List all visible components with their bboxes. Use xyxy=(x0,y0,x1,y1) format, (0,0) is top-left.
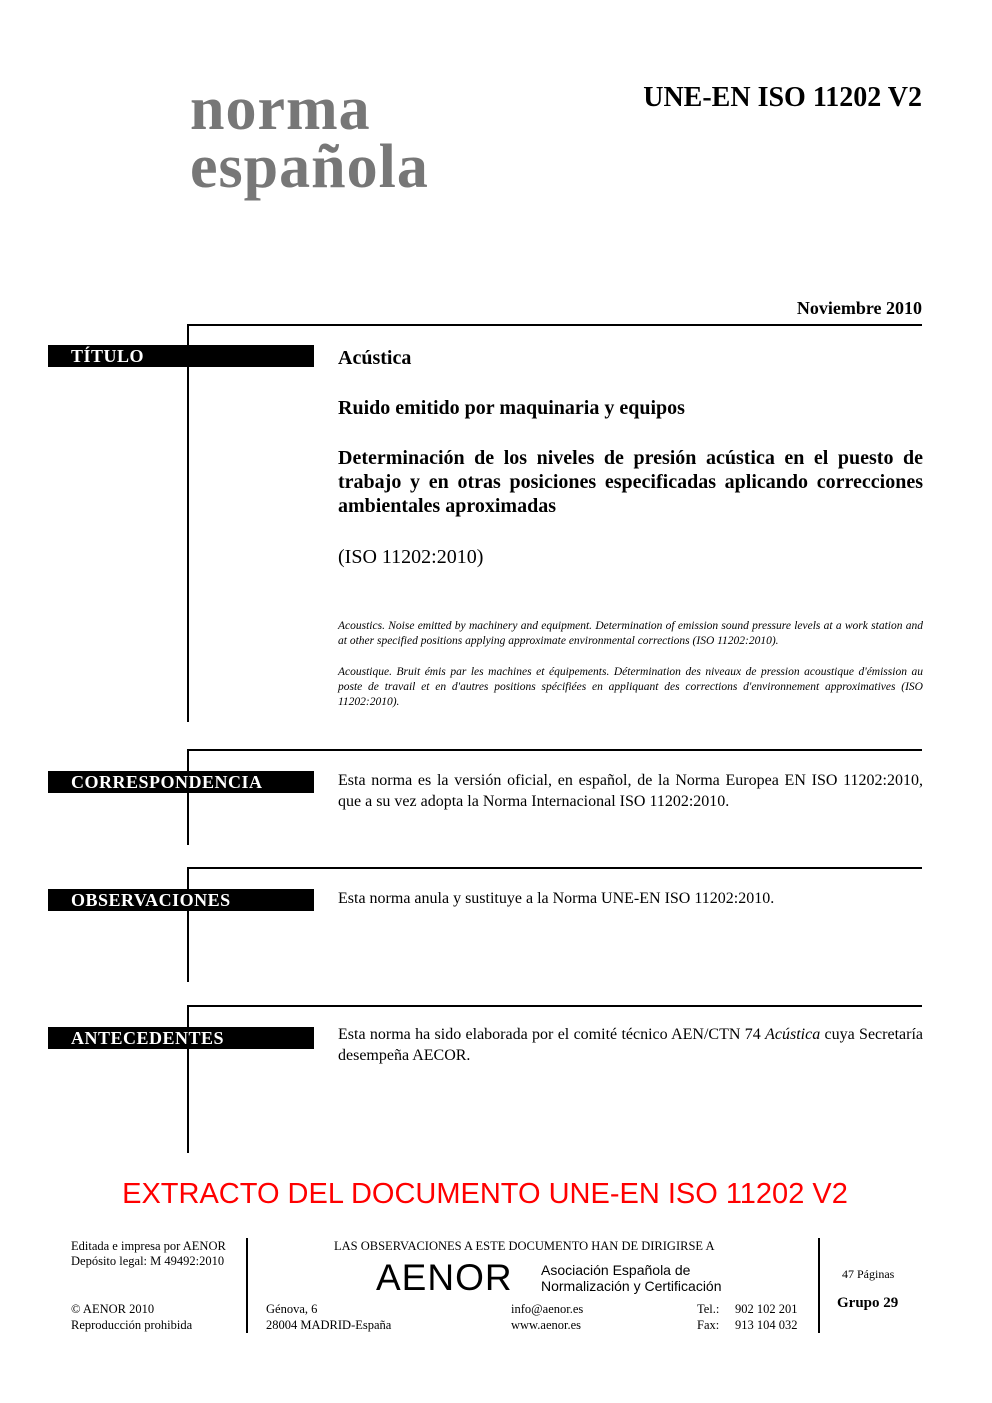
footer-deposit: Depósito legal: M 49492:2010 xyxy=(71,1254,225,1268)
aenor-org-line-2: Normalización y Certificación xyxy=(541,1278,722,1294)
antecedentes-text xyxy=(338,1024,923,1066)
footer-website[interactable]: www.aenor.es xyxy=(511,1318,582,1332)
section-vline-observaciones xyxy=(187,867,189,982)
standard-code: UNE-EN ISO 11202 V2 xyxy=(643,82,922,113)
title-line-2: Ruido emitido por maquinaria y equipos xyxy=(338,397,685,419)
title-line-3: Determinación de los niveles de presión acústica en el puesto de trabajo y en otras posiciones especificadas aplicando correcciones ambientales aproximadas xyxy=(338,447,923,517)
section-vline-titulo xyxy=(187,324,189,722)
brand-line-1: norma xyxy=(190,75,371,143)
section-divider-correspondencia xyxy=(188,749,922,751)
brand-title xyxy=(190,75,429,201)
footer-reproduction: Reproducción prohibida xyxy=(71,1318,193,1332)
footer-address-1: Génova, 6 xyxy=(266,1302,318,1316)
footer-pages: 47 Páginas xyxy=(842,1267,895,1281)
footer-separator-left xyxy=(246,1238,248,1333)
footer-fax-label: Fax: xyxy=(697,1318,720,1332)
footer-observations: LAS OBSERVACIONES A ESTE DOCUMENTO HAN DE DIRIGIRSE A xyxy=(334,1239,715,1253)
footer-group: Grupo 29 xyxy=(837,1295,899,1311)
section-divider-titulo xyxy=(188,324,922,326)
label-antecedentes: ANTECEDENTES xyxy=(48,1027,314,1049)
correspondencia-text: Esta norma es la versión oficial, en español, de la Norma Europea EN ISO 11202:2010, que a su vez adopta la Norma Internacional ISO 11202:2010. xyxy=(338,772,923,810)
label-observaciones: OBSERVACIONES xyxy=(48,889,314,911)
iso-reference: (ISO 11202:2010) xyxy=(338,546,484,568)
aenor-org-line-1: Asociación Española de xyxy=(541,1262,691,1278)
antecedentes-committee: Acústica xyxy=(765,1026,821,1043)
aenor-organization xyxy=(541,1262,722,1294)
antecedentes-text-after: cuya Secretaría desempeña AECOR. xyxy=(338,1026,924,1064)
aenor-logo: AENOR xyxy=(376,1257,513,1298)
section-divider-antecedentes xyxy=(188,1005,922,1007)
footer-tel: 902 102 201 xyxy=(735,1302,798,1316)
title-line-1: Acústica xyxy=(338,347,412,369)
footer-tel-label: Tel.: xyxy=(697,1302,720,1316)
footer-separator-right xyxy=(818,1238,820,1333)
section-vline-correspondencia xyxy=(187,749,189,845)
label-titulo: TÍTULO xyxy=(48,345,314,367)
footer-address-2: 28004 MADRID-España xyxy=(266,1318,392,1332)
french-title: Acoustique. Bruit émis par les machines et équipements. Détermination des niveaux de pression acoustique d'émission au poste de travail et en d'autres positions spécifiées en appliquant des corrections d'environnement approximatives (ISO 11202:2010). xyxy=(338,666,923,708)
extract-watermark: EXTRACTO DEL DOCUMENTO UNE-EN ISO 11202 V2 xyxy=(122,1178,848,1210)
antecedentes-text-before: Esta norma ha sido elaborada por el comité técnico AEN/CTN 74 xyxy=(338,1026,766,1043)
section-divider-observaciones xyxy=(188,867,922,869)
observaciones-text: Esta norma anula y sustituye a la Norma UNE-EN ISO 11202:2010. xyxy=(338,890,775,907)
footer-fax: 913 104 032 xyxy=(735,1318,798,1332)
label-correspondencia: CORRESPONDENCIA xyxy=(48,771,314,793)
footer-email[interactable]: info@aenor.es xyxy=(511,1302,584,1316)
english-title: Acoustics. Noise emitted by machinery and equipment. Determination of emission sound pressure levels at a work station and at other specified positions applying approximate environmental corrections (ISO 11202:2010). xyxy=(338,620,923,647)
footer-copyright: © AENOR 2010 xyxy=(71,1302,155,1316)
footer-edited: Editada e impresa por AENOR xyxy=(71,1239,226,1253)
brand-line-2: española xyxy=(190,133,429,201)
publication-date: Noviembre 2010 xyxy=(796,298,922,318)
